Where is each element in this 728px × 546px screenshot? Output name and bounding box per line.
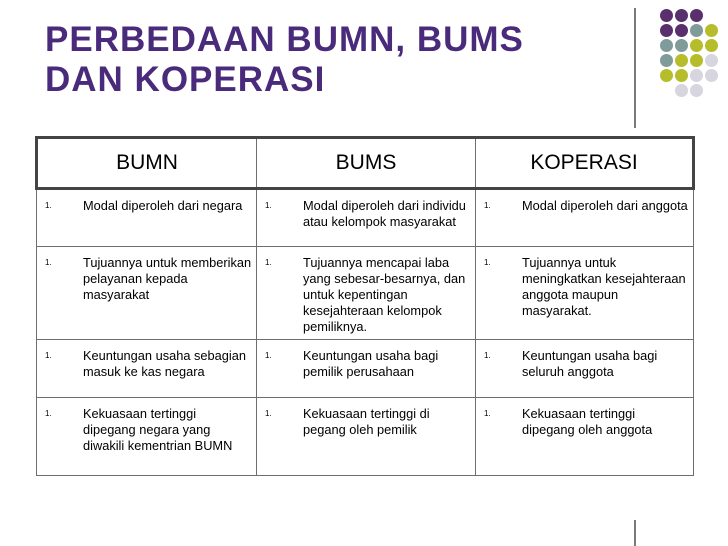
table-cell xyxy=(257,189,476,247)
cell-text: Keuntungan usaha bagi pemilik perusahaan xyxy=(303,348,439,379)
decorative-dot xyxy=(675,84,688,97)
cell-text: Tujuannya untuk meningkatkan kesejahteraan anggota maupun masyarakat. xyxy=(522,255,686,318)
decorative-dot xyxy=(690,9,703,22)
decorative-dot xyxy=(705,39,718,52)
cell-text: Kekuasaan tertinggi dipegang negara yang diwakili kementrian BUMN xyxy=(83,406,233,453)
table-cell xyxy=(37,189,257,247)
list-number: 1. xyxy=(45,201,52,210)
decorative-dot xyxy=(675,9,688,22)
header-bums: BUMS xyxy=(257,138,476,189)
table-cell xyxy=(257,398,476,476)
table-cell xyxy=(476,247,694,340)
vertical-divider-top xyxy=(634,8,636,128)
cell-text: Kekuasaan tertinggi dipegang oleh anggota xyxy=(522,406,653,437)
table-cell xyxy=(37,398,257,476)
decorative-dot xyxy=(705,24,718,37)
cell-text: Keuntungan usaha sebagian masuk ke kas negara xyxy=(83,348,246,379)
table-row xyxy=(37,189,694,247)
table-row xyxy=(37,340,694,398)
table-cell xyxy=(37,247,257,340)
decorative-dot xyxy=(690,69,703,82)
list-number: 1. xyxy=(45,258,52,267)
slide-title xyxy=(45,20,605,100)
cell-text: Tujuannya untuk memberikan pelayanan kepada masyarakat xyxy=(83,255,252,302)
list-number: 1. xyxy=(265,351,272,360)
cell-text: Tujuannya mencapai laba yang sebesar-besarnya, dan untuk kepentingan kesejahteraan kelompok pemiliknya. xyxy=(303,255,466,334)
cell-text: Modal diperoleh dari individu atau kelompok masyarakat xyxy=(303,198,466,229)
table-cell xyxy=(257,247,476,340)
list-number: 1. xyxy=(265,409,272,418)
list-number: 1. xyxy=(45,351,52,360)
vertical-divider-bottom xyxy=(634,520,636,546)
list-number: 1. xyxy=(265,201,272,210)
decorative-dot xyxy=(675,39,688,52)
list-number: 1. xyxy=(484,351,491,360)
list-number: 1. xyxy=(484,258,491,267)
decorative-dot xyxy=(660,69,673,82)
table-row xyxy=(37,247,694,340)
cell-text: Modal diperoleh dari negara xyxy=(83,198,243,213)
decorative-dot xyxy=(660,24,673,37)
decorative-dot xyxy=(705,54,718,67)
table-cell xyxy=(476,189,694,247)
table-row xyxy=(37,398,694,476)
table-cell xyxy=(476,398,694,476)
list-number: 1. xyxy=(265,258,272,267)
table-cell xyxy=(257,340,476,398)
list-number: 1. xyxy=(45,409,52,418)
comparison-table xyxy=(35,136,695,476)
list-number: 1. xyxy=(484,409,491,418)
decorative-dot xyxy=(660,39,673,52)
decorative-dot xyxy=(690,54,703,67)
table-header-row xyxy=(37,138,694,189)
table-cell xyxy=(476,340,694,398)
decorative-dot xyxy=(675,69,688,82)
decorative-dot xyxy=(675,54,688,67)
title-line-1: PERBEDAAN BUMN, BUMS xyxy=(45,20,524,59)
list-number: 1. xyxy=(484,201,491,210)
decorative-dot xyxy=(660,54,673,67)
decorative-dot xyxy=(690,39,703,52)
cell-text: Modal diperoleh dari anggota xyxy=(522,198,688,213)
decorative-dot xyxy=(660,9,673,22)
header-bumn: BUMN xyxy=(37,138,257,189)
title-line-2: DAN KOPERASI xyxy=(45,60,326,99)
decorative-dot xyxy=(690,84,703,97)
table-cell xyxy=(37,340,257,398)
header-koperasi: KOPERASI xyxy=(476,138,694,189)
cell-text: Keuntungan usaha bagi seluruh anggota xyxy=(522,348,658,379)
decorative-dot xyxy=(690,24,703,37)
decorative-dot xyxy=(705,69,718,82)
cell-text: Kekuasaan tertinggi di pegang oleh pemilik xyxy=(303,406,430,437)
decorative-dot xyxy=(675,24,688,37)
